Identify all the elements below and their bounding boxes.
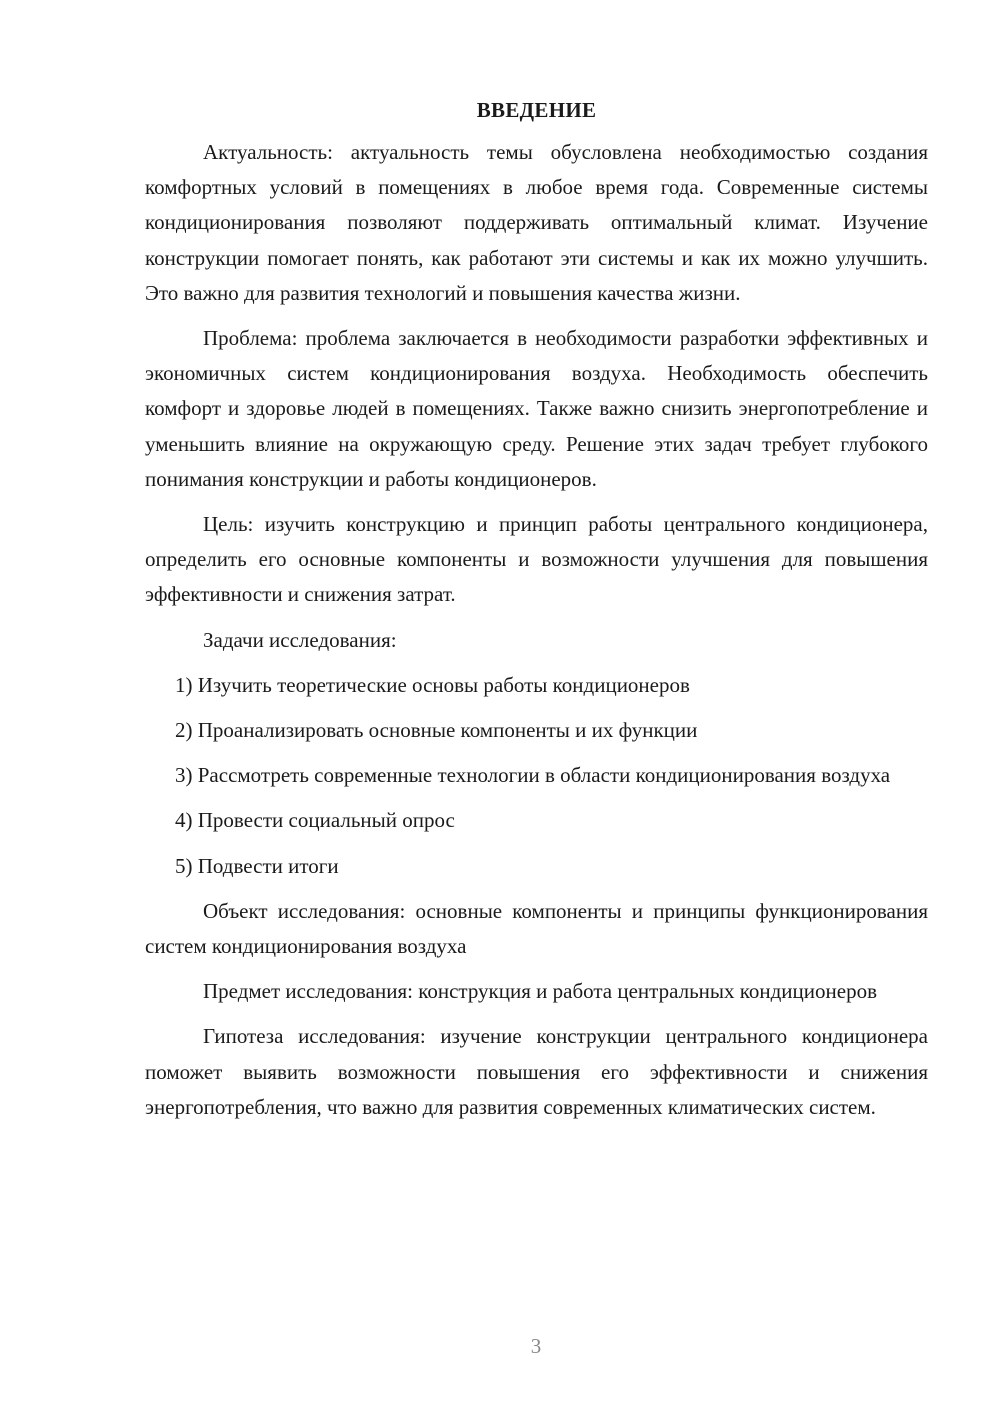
document-page bbox=[145, 95, 928, 1135]
tasks-heading: Задачи исследования: bbox=[203, 627, 397, 652]
hypothesis-paragraph: Гипотеза исследования: изучение конструкции центрального кондиционера поможет выявить возможности повышения его эффективности и снижения энергопотребления, что важно для развития современных климатических систем. bbox=[145, 1024, 928, 1119]
problem-paragraph: Проблема: проблема заключается в необходимости разработки эффективных и экономичных систем кондиционирования воздуха. Необходимость обеспечить комфорт и здоровье людей в помещениях. Также важно снизить энергопотребление и уменьшить влияние на окружающую среду. Решение этих задач требует глубокого понимания конструкции и работы кондиционеров. bbox=[145, 326, 928, 491]
goal-paragraph: Цель: изучить конструкцию и принцип работы центрального кондиционера, определить его основные компоненты и возможности улучшения для повышения эффективности и снижения затрат. bbox=[145, 512, 928, 607]
page-number: 3 bbox=[530, 1334, 542, 1358]
task-item-2: 2) Проанализировать основные компоненты и их функции bbox=[175, 718, 698, 743]
task-item-4: 4) Провести социальный опрос bbox=[175, 808, 455, 833]
page-title: ВВЕДЕНИЕ bbox=[476, 98, 597, 122]
relevance-paragraph: Актуальность: актуальность темы обусловлена необходимостью создания комфортных условий в помещениях в любое время года. Современные системы кондиционирования позволяют поддерживать оптимальный климат. Изучение конструкции помогает понять, как работают эти системы и как их можно улучшить. Это важно для развития технологий и повышения качества жизни. bbox=[145, 140, 928, 305]
subject-paragraph: Предмет исследования: конструкция и работа центральных кондиционеров bbox=[203, 979, 877, 1004]
task-item-3: 3) Рассмотреть современные технологии в области кондиционирования воздуха bbox=[175, 763, 891, 788]
object-paragraph: Объект исследования: основные компоненты и принципы функционирования систем кондиционирования воздуха bbox=[145, 898, 928, 959]
task-item-1: 1) Изучить теоретические основы работы кондиционеров bbox=[175, 672, 690, 697]
task-item-5: 5) Подвести итоги bbox=[175, 853, 339, 878]
